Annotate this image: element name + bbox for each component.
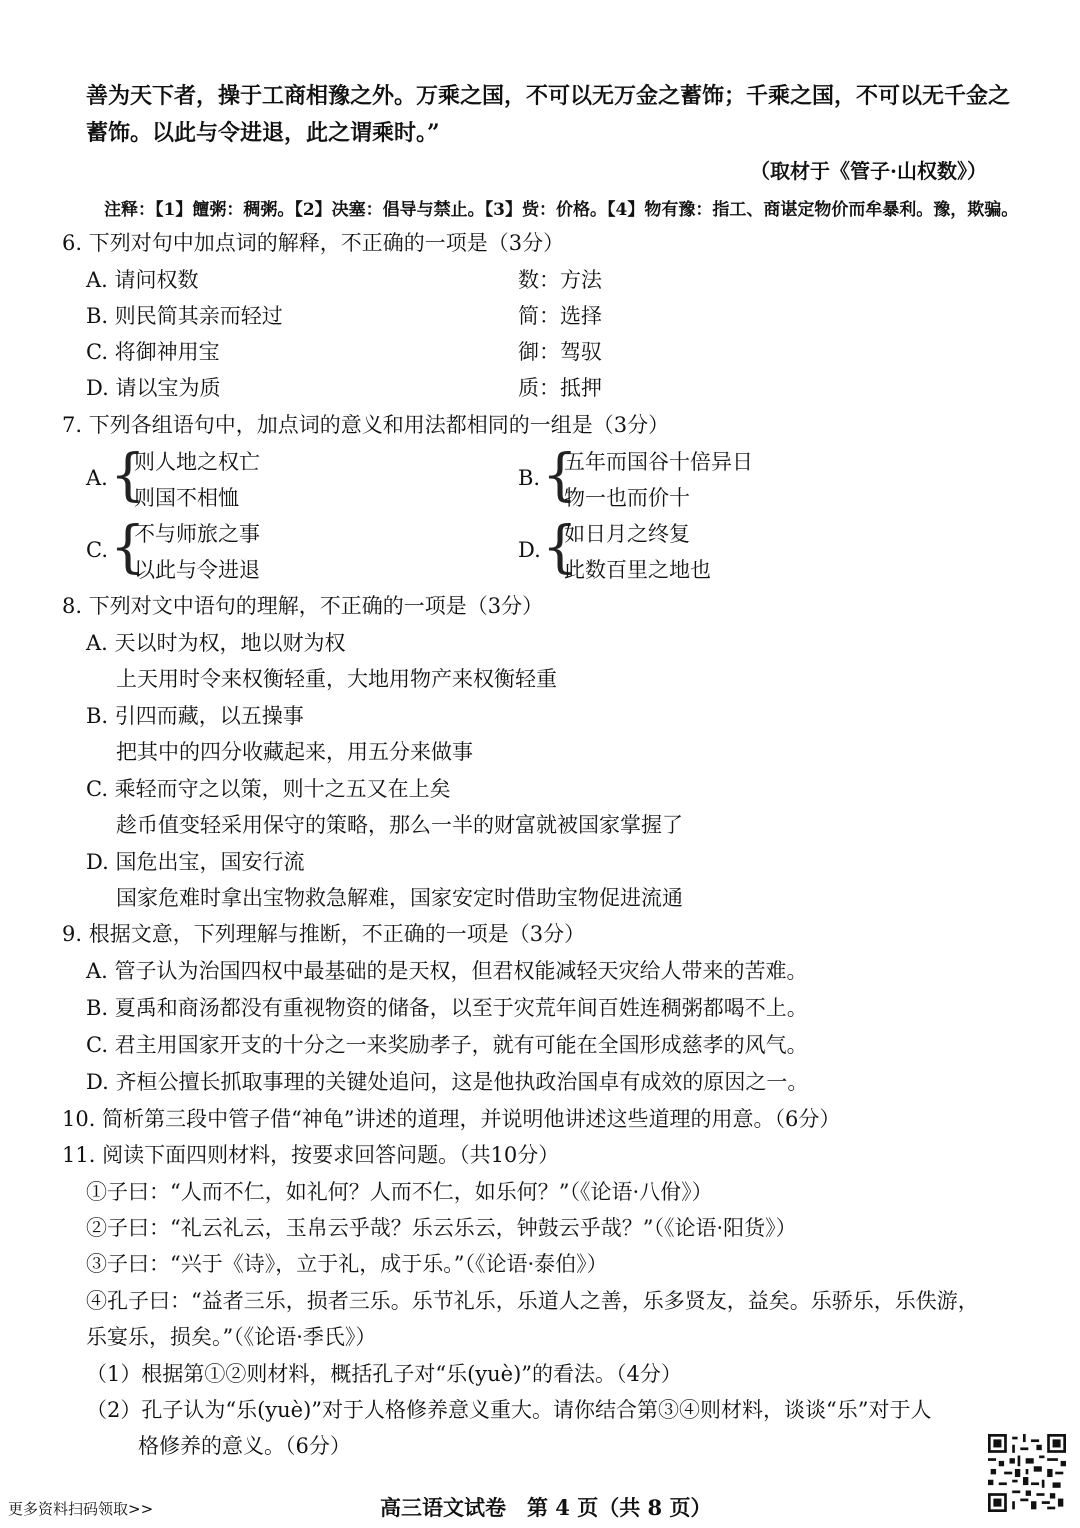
q7-group-a-line-1: 则人地之权亡 [134, 450, 260, 474]
footer-more-resources[interactable]: 更多资料扫码领取>> [8, 1500, 154, 1518]
footer-page-info: 高三语文试卷 第 4 页（共 8 页） [380, 1495, 712, 1520]
q7-group-d-line-1: 如日月之终复 [564, 522, 690, 546]
q7-group-d-letter: D. [518, 538, 541, 562]
q8-option-a-explanation: 上天用时令来权衡轻重，大地用物产来权衡轻重 [116, 667, 557, 691]
q8-option-c: C. 乘轻而守之以策，则十之五又在上矣 [86, 777, 451, 801]
q6-stem: 6. 下列对句中加点词的解释，不正确的一项是（3分） [62, 231, 565, 255]
q8-option-c-explanation: 趁币值变轻采用保守的策略，那么一半的财富就被国家掌握了 [116, 813, 683, 837]
q11-subquestion-1: （1）根据第①②则材料，概括孔子对“乐(yuè)”的看法。（4分） [86, 1362, 682, 1386]
q8-option-d: D. 国危出宝，国安行流 [86, 850, 305, 874]
q7-group-b-brace: { [542, 443, 578, 508]
q8-option-b: B. 引四而藏，以五操事 [86, 704, 304, 728]
q6-option-d: D. 请以宝为质 [86, 376, 221, 400]
q7-group-b-letter: B. [518, 466, 541, 490]
q11-material-1: ①子曰：“人而不仁，如礼何？人而不仁，如乐何？”（《论语·八佾》） [86, 1180, 713, 1204]
q8-option-b-explanation: 把其中的四分收藏起来，用五分来做事 [116, 740, 473, 764]
q7-stem: 7. 下列各组语句中，加点词的意义和用法都相同的一组是（3分） [62, 413, 670, 437]
passage-line-2: 蓄饰。以此与令进退，此之谓乘时。” [86, 120, 440, 146]
passage-source: （取材于《管子·山权数》） [750, 159, 987, 183]
q11-material-3: ③子曰：“兴于《诗》，立于礼，成于乐。”（《论语·泰伯》） [86, 1252, 608, 1276]
q7-group-c-letter: C. [86, 538, 108, 562]
q6-option-a-gloss: 数：方法 [518, 268, 602, 292]
passage-notes: 注释：【1】饘粥：稠粥。【2】决塞：倡导与禁止。【3】赀：价格。【4】物有豫：指工、商谌定物价而牟暴利。豫，欺骗。 [104, 200, 1019, 220]
q7-group-c-line-1: 不与师旅之事 [134, 522, 260, 546]
q9-option-d: D. 齐桓公擅长抓取事理的关键处追问，这是他执政治国卓有成效的原因之一。 [86, 1070, 809, 1094]
q6-option-c: C. 将御神用宝 [86, 340, 220, 364]
q6-option-b-gloss: 简：选择 [518, 304, 602, 328]
q7-group-a-brace: { [110, 443, 146, 508]
q8-option-a: A. 天以时为权，地以财为权 [86, 631, 346, 655]
q11-material-4-line-1: ④孔子曰：“益者三乐，损者三乐。乐节礼乐，乐道人之善，乐多贤友，益矣。乐骄乐，乐佚游， [86, 1289, 979, 1313]
q9-option-a: A. 管子认为治国四权中最基础的是天权，但君权能减轻天灾给人带来的苦难。 [86, 959, 808, 983]
qr-code-icon[interactable] [988, 1434, 1066, 1512]
q9-stem: 9. 根据文意，下列理解与推断，不正确的一项是（3分） [62, 922, 586, 946]
q8-option-d-explanation: 国家危难时拿出宝物救急解难，国家安定时借助宝物促进流通 [116, 886, 683, 910]
q7-group-c-brace: { [110, 515, 146, 580]
q11-stem: 11. 阅读下面四则材料，按要求回答问题。（共10分） [62, 1143, 560, 1167]
q10-stem: 10. 简析第三段中管子借“神龟”讲述的道理，并说明他讲述这些道理的用意。（6分） [62, 1107, 841, 1131]
q9-option-c: C. 君主用国家开支的十分之一来奖励孝子，就有可能在全国形成慈孝的风气。 [86, 1033, 808, 1057]
q6-option-c-gloss: 御：驾驭 [518, 340, 602, 364]
q7-group-a-letter: A. [86, 466, 108, 490]
passage-line-1: 善为天下者，操于工商相豫之外。万乘之国，不可以无万金之蓄饰；千乘之国，不可以无千金之 [86, 83, 1011, 109]
q7-group-d-brace: { [542, 515, 578, 580]
q7-group-b-line-2: 物一也而价十 [564, 486, 690, 510]
q11-material-2: ②子曰：“礼云礼云，玉帛云乎哉？乐云乐云，钟鼓云乎哉？”（《论语·阳货》） [86, 1216, 797, 1240]
q8-stem: 8. 下列对文中语句的理解，不正确的一项是（3分） [62, 594, 544, 618]
q9-option-b: B. 夏禹和商汤都没有重视物资的储备，以至于灾荒年间百姓连稠粥都喝不上。 [86, 996, 808, 1020]
q7-group-b-line-1: 五年而国谷十倍异日 [564, 450, 753, 474]
q7-group-a-line-2: 则国不相恤 [134, 486, 239, 510]
q6-option-a: A. 请问权数 [86, 268, 199, 292]
q7-group-d-line-2: 此数百里之地也 [564, 558, 711, 582]
q7-group-c-line-2: 以此与令进退 [134, 558, 260, 582]
q11-subquestion-2-line-2: 格修养的意义。（6分） [138, 1434, 351, 1458]
q11-subquestion-2-line-1: （2）孔子认为“乐(yuè)”对于人格修养意义重大。请你结合第③④则材料，谈谈“乐”对于人 [86, 1398, 932, 1422]
q6-option-d-gloss: 质：抵押 [518, 376, 602, 400]
q6-option-b: B. 则民简其亲而轻过 [86, 304, 283, 328]
q11-material-4-line-2: 乐宴乐，损矣。”（《论语·季氏》） [86, 1325, 377, 1349]
